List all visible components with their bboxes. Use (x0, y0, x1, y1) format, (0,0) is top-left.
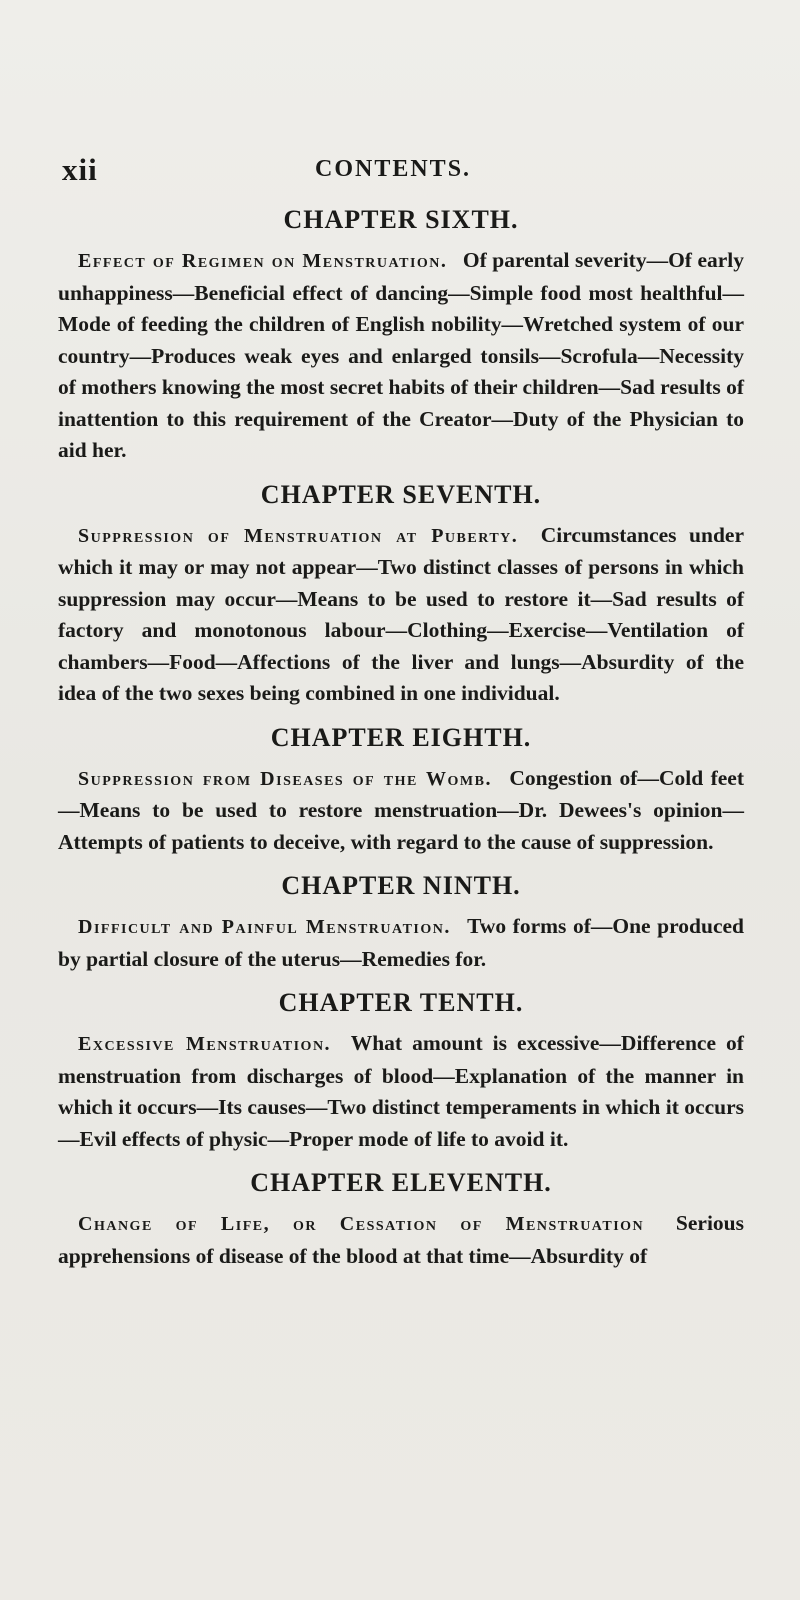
chapter-summary-text: Circumstances under which it may or may not appear—Two distinct classes of persons in which suppression may occur—Means to be used to restore it—Sad results of factory and monotonous labour—Clothing—Exercise—Ventilation of chambers—Food—Affections of the liver and lungs—Absurdity of the idea of the two sexes being combined in one individual. (58, 522, 744, 705)
chapter-subject: Change of Life, or Cessation of Menstruation (78, 1213, 645, 1235)
chapter-summary-text: Serious apprehensions of disease of the blood at that time—Absurdity of (58, 1211, 744, 1268)
chapter-subject: Difficult and Painful Menstruation. (78, 916, 451, 938)
chapter-summary (58, 1208, 744, 1272)
chapter-summary (58, 1028, 744, 1155)
chapter-summary-text: Two forms of—One produced by partial closure of the uterus—Remedies for. (58, 914, 744, 971)
chapter-heading: CHAPTER NINTH. (281, 871, 521, 900)
chapter-summary (58, 520, 744, 710)
chapter-eighth-entry (58, 720, 744, 859)
running-head (62, 152, 742, 188)
chapter-heading: CHAPTER EIGHTH. (270, 722, 532, 752)
chapter-sixth-entry (58, 202, 744, 467)
chapter-heading: CHAPTER ELEVENTH. (250, 1168, 552, 1197)
chapter-subject: Suppression from Diseases of the Womb. (78, 767, 492, 790)
chapter-subject: Excessive Menstruation. (78, 1033, 332, 1055)
chapter-eleventh-entry (58, 1165, 744, 1272)
chapter-heading: CHAPTER TENTH. (278, 988, 524, 1017)
chapter-subject: Suppression of Menstruation at Puberty. (78, 524, 519, 547)
chapter-seventh-entry (58, 477, 744, 710)
chapter-summary (58, 763, 744, 859)
chapter-heading: CHAPTER SIXTH. (283, 205, 519, 234)
chapter-summary (58, 911, 744, 975)
chapter-tenth-entry (58, 985, 744, 1155)
chapter-summary (58, 245, 744, 467)
chapter-summary-text: What amount is excessive—Difference of menstruation from discharges of blood—Explanation of the manner in which it occurs—Its causes—Two distinct temperaments in which it occurs—Evil effects of physic—Proper mode of life to avoid it. (58, 1031, 744, 1151)
table-of-contents (58, 202, 744, 1282)
running-title: CONTENTS. (315, 156, 472, 182)
chapter-summary-text: Of parental severity—Of early unhappiness—Beneficial effect of dancing—Simple food most healthful—Mode of feeding the children of English nobility—Wretched system of our country—Produces weak eyes and enlarged tonsils—Scrofula—Necessity of mothers knowing the most secret habits of their children—Sad results of inattention to this requirement of the Creator—Duty of the Physician to aid her. (58, 248, 745, 462)
page-number: xii (62, 152, 98, 187)
chapter-subject: Effect of Regimen on Menstruation. (78, 250, 448, 272)
chapter-ninth-entry (58, 868, 744, 975)
chapter-heading: CHAPTER SEVENTH. (260, 479, 542, 509)
chapter-summary-text: Congestion of—Cold feet—Means to be used to restore menstruation—Dr. Dewees's opinion—Attempts of patients to deceive, with regard to the cause of suppression. (58, 765, 744, 854)
